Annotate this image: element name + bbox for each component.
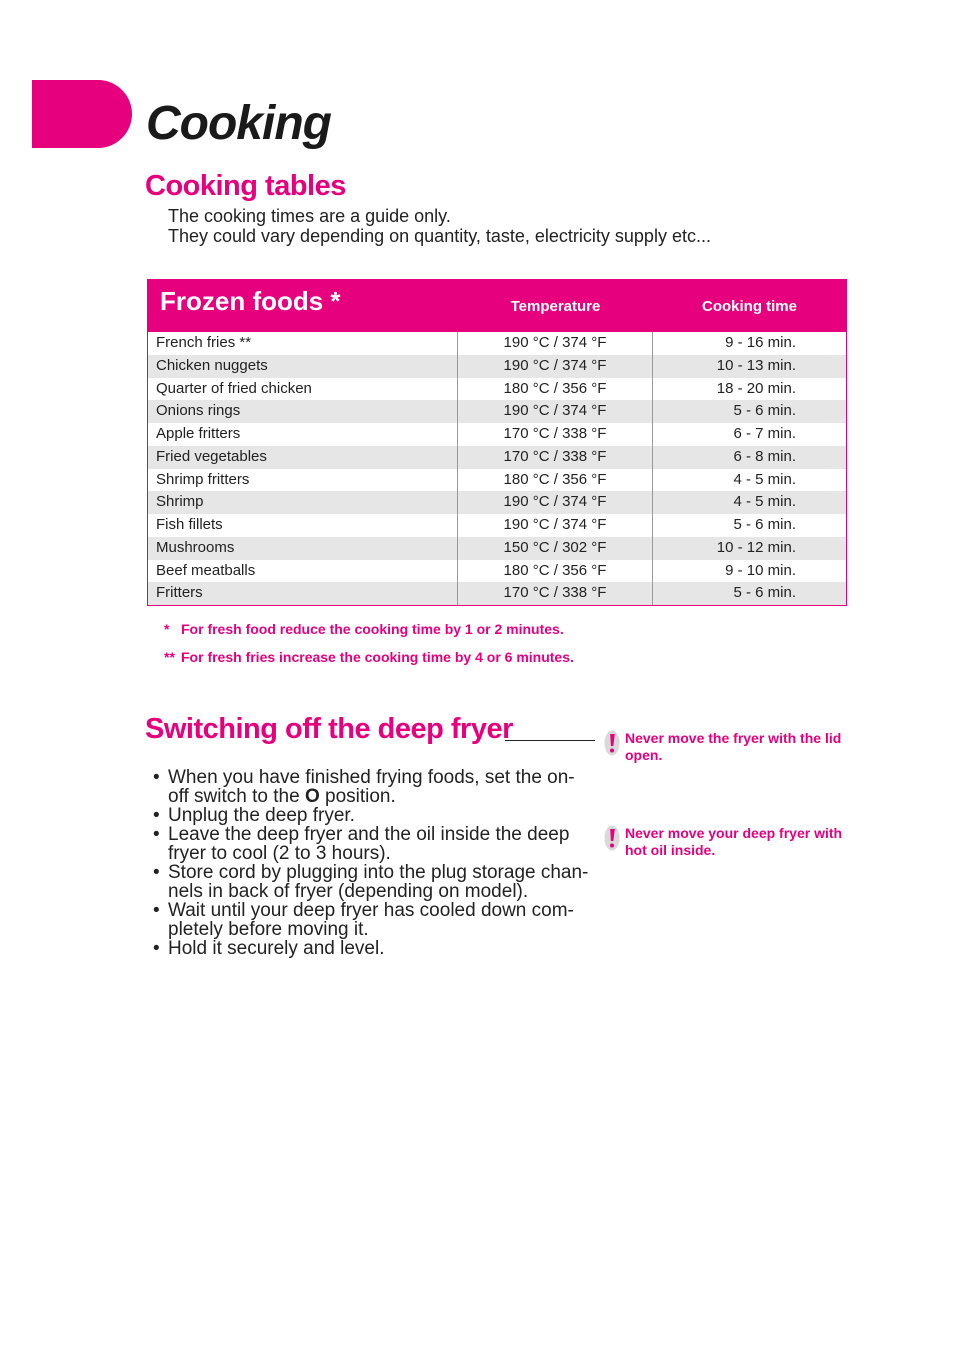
time-cell: 6 - 8 min. <box>733 447 796 465</box>
time-cell: 10 - 13 min. <box>716 356 796 374</box>
table-row <box>148 355 846 378</box>
table-row <box>148 560 846 583</box>
food-cell: Fish fillets <box>148 514 458 537</box>
table-row <box>148 423 846 446</box>
table-row <box>148 582 846 605</box>
list-item <box>153 901 593 939</box>
time-cell: 18 - 20 min. <box>716 379 796 397</box>
header-frozen-foods: Frozen foods * <box>160 286 341 316</box>
time-cell: 9 - 16 min. <box>725 334 796 351</box>
food-cell: Quarter of fried chicken <box>148 378 458 401</box>
bullet-dot: • <box>153 805 160 826</box>
warning-1 <box>604 730 864 764</box>
time-cell: 5 - 6 min. <box>733 584 796 602</box>
footnote-text: For fresh food reduce the cooking time by 1 or 2 minutes. <box>181 621 564 637</box>
switching-off-list <box>153 768 593 958</box>
temperature-cell: 190 °C / 374 °F <box>458 491 653 514</box>
temperature-cell: 180 °C / 356 °F <box>458 469 653 492</box>
temperature-cell: 150 °C / 302 °F <box>458 537 653 560</box>
intro-line: The cooking times are a guide only. <box>168 206 451 226</box>
table-body <box>148 332 846 605</box>
temperature-cell: 190 °C / 374 °F <box>458 400 653 423</box>
list-text: off switch to the <box>168 786 305 807</box>
footnote-text: For fresh fries increase the cooking time by 4 or 6 minutes. <box>181 649 574 665</box>
bullet-dot: • <box>153 862 160 883</box>
section-tab-marker <box>32 80 132 148</box>
cooking-table <box>147 279 847 606</box>
list-item-line: Hold it securely and level. <box>168 938 385 959</box>
warning-2 <box>604 825 864 859</box>
table-header <box>148 280 846 332</box>
table-row <box>148 537 846 560</box>
food-cell: Fried vegetables <box>148 446 458 469</box>
list-item <box>153 825 593 863</box>
exclamation-icon <box>604 730 620 756</box>
time-cell: 6 - 7 min. <box>733 425 796 442</box>
switching-off-heading: Switching off the deep fryer <box>145 713 513 745</box>
time-cell: 9 - 10 min. <box>725 561 796 579</box>
list-item-line: When you have finished frying foods, set the on- <box>168 767 575 788</box>
temperature-cell: 170 °C / 338 °F <box>458 582 653 605</box>
table-row <box>148 446 846 469</box>
bullet-dot: • <box>153 938 160 959</box>
footnote-2 <box>164 649 574 665</box>
cooking-tables-heading: Cooking tables <box>145 170 346 202</box>
temperature-cell: 190 °C / 374 °F <box>458 355 653 378</box>
list-item-line: fryer to cool (2 to 3 hours). <box>168 843 391 864</box>
food-cell: Chicken nuggets <box>148 355 458 378</box>
off-position-symbol: O <box>304 786 320 807</box>
bullet-dot: • <box>153 824 160 845</box>
page-title: Cooking <box>146 97 331 150</box>
temperature-cell: 190 °C / 374 °F <box>458 514 653 537</box>
footnote-mark: ** <box>164 649 175 665</box>
exclamation-icon <box>604 825 620 851</box>
food-cell: Shrimp fritters <box>148 469 458 492</box>
list-item-line: pletely before moving it. <box>168 919 369 940</box>
time-cell: 4 - 5 min. <box>733 493 796 511</box>
list-item <box>153 806 593 825</box>
list-item-line: Unplug the deep fryer. <box>168 805 355 826</box>
warning-text: Never move your deep fryer with hot oil inside. <box>625 825 843 858</box>
food-cell: French fries ** <box>148 332 458 355</box>
list-item-line: Wait until your deep fryer has cooled down com- <box>168 900 574 921</box>
food-cell: Mushrooms <box>148 537 458 560</box>
list-item-line: Leave the deep fryer and the oil inside the deep <box>168 824 570 845</box>
list-item-line: nels in back of fryer (depending on model). <box>168 881 529 902</box>
warning-text: Never move the fryer with the lid open. <box>625 730 842 763</box>
list-item-line <box>168 787 593 806</box>
heading-rule <box>505 740 595 741</box>
list-item <box>153 939 593 958</box>
footnote-1 <box>164 621 564 637</box>
table-row <box>148 514 846 537</box>
list-text: position. <box>319 786 396 807</box>
intro-text <box>168 206 711 246</box>
temperature-cell: 170 °C / 338 °F <box>458 423 653 446</box>
table-row <box>148 400 846 423</box>
table-row <box>148 491 846 514</box>
table-row <box>148 378 846 401</box>
list-item <box>153 768 593 806</box>
temperature-cell: 180 °C / 356 °F <box>458 560 653 583</box>
food-cell: Beef meatballs <box>148 560 458 583</box>
food-cell: Apple fritters <box>148 423 458 446</box>
temperature-cell: 180 °C / 356 °F <box>458 378 653 401</box>
footnote-mark: * <box>164 621 170 637</box>
temperature-cell: 190 °C / 374 °F <box>458 332 653 355</box>
header-temperature: Temperature <box>510 298 601 315</box>
time-cell: 5 - 6 min. <box>733 516 796 533</box>
food-cell: Fritters <box>148 582 458 605</box>
list-item-line: Store cord by plugging into the plug storage chan- <box>168 862 589 883</box>
food-cell: Shrimp <box>148 491 458 514</box>
list-item <box>153 863 593 901</box>
time-cell: 4 - 5 min. <box>733 470 796 488</box>
table-row <box>148 469 846 492</box>
intro-line: They could vary depending on quantity, taste, electricity supply etc... <box>168 226 711 246</box>
bullet-dot: • <box>153 767 160 788</box>
table-row <box>148 332 846 355</box>
bullet-dot: • <box>153 900 160 921</box>
header-cooking-time: Cooking time <box>701 298 797 315</box>
temperature-cell: 170 °C / 338 °F <box>458 446 653 469</box>
time-cell: 5 - 6 min. <box>733 402 796 420</box>
time-cell: 10 - 12 min. <box>716 538 796 556</box>
food-cell: Onions rings <box>148 400 458 423</box>
